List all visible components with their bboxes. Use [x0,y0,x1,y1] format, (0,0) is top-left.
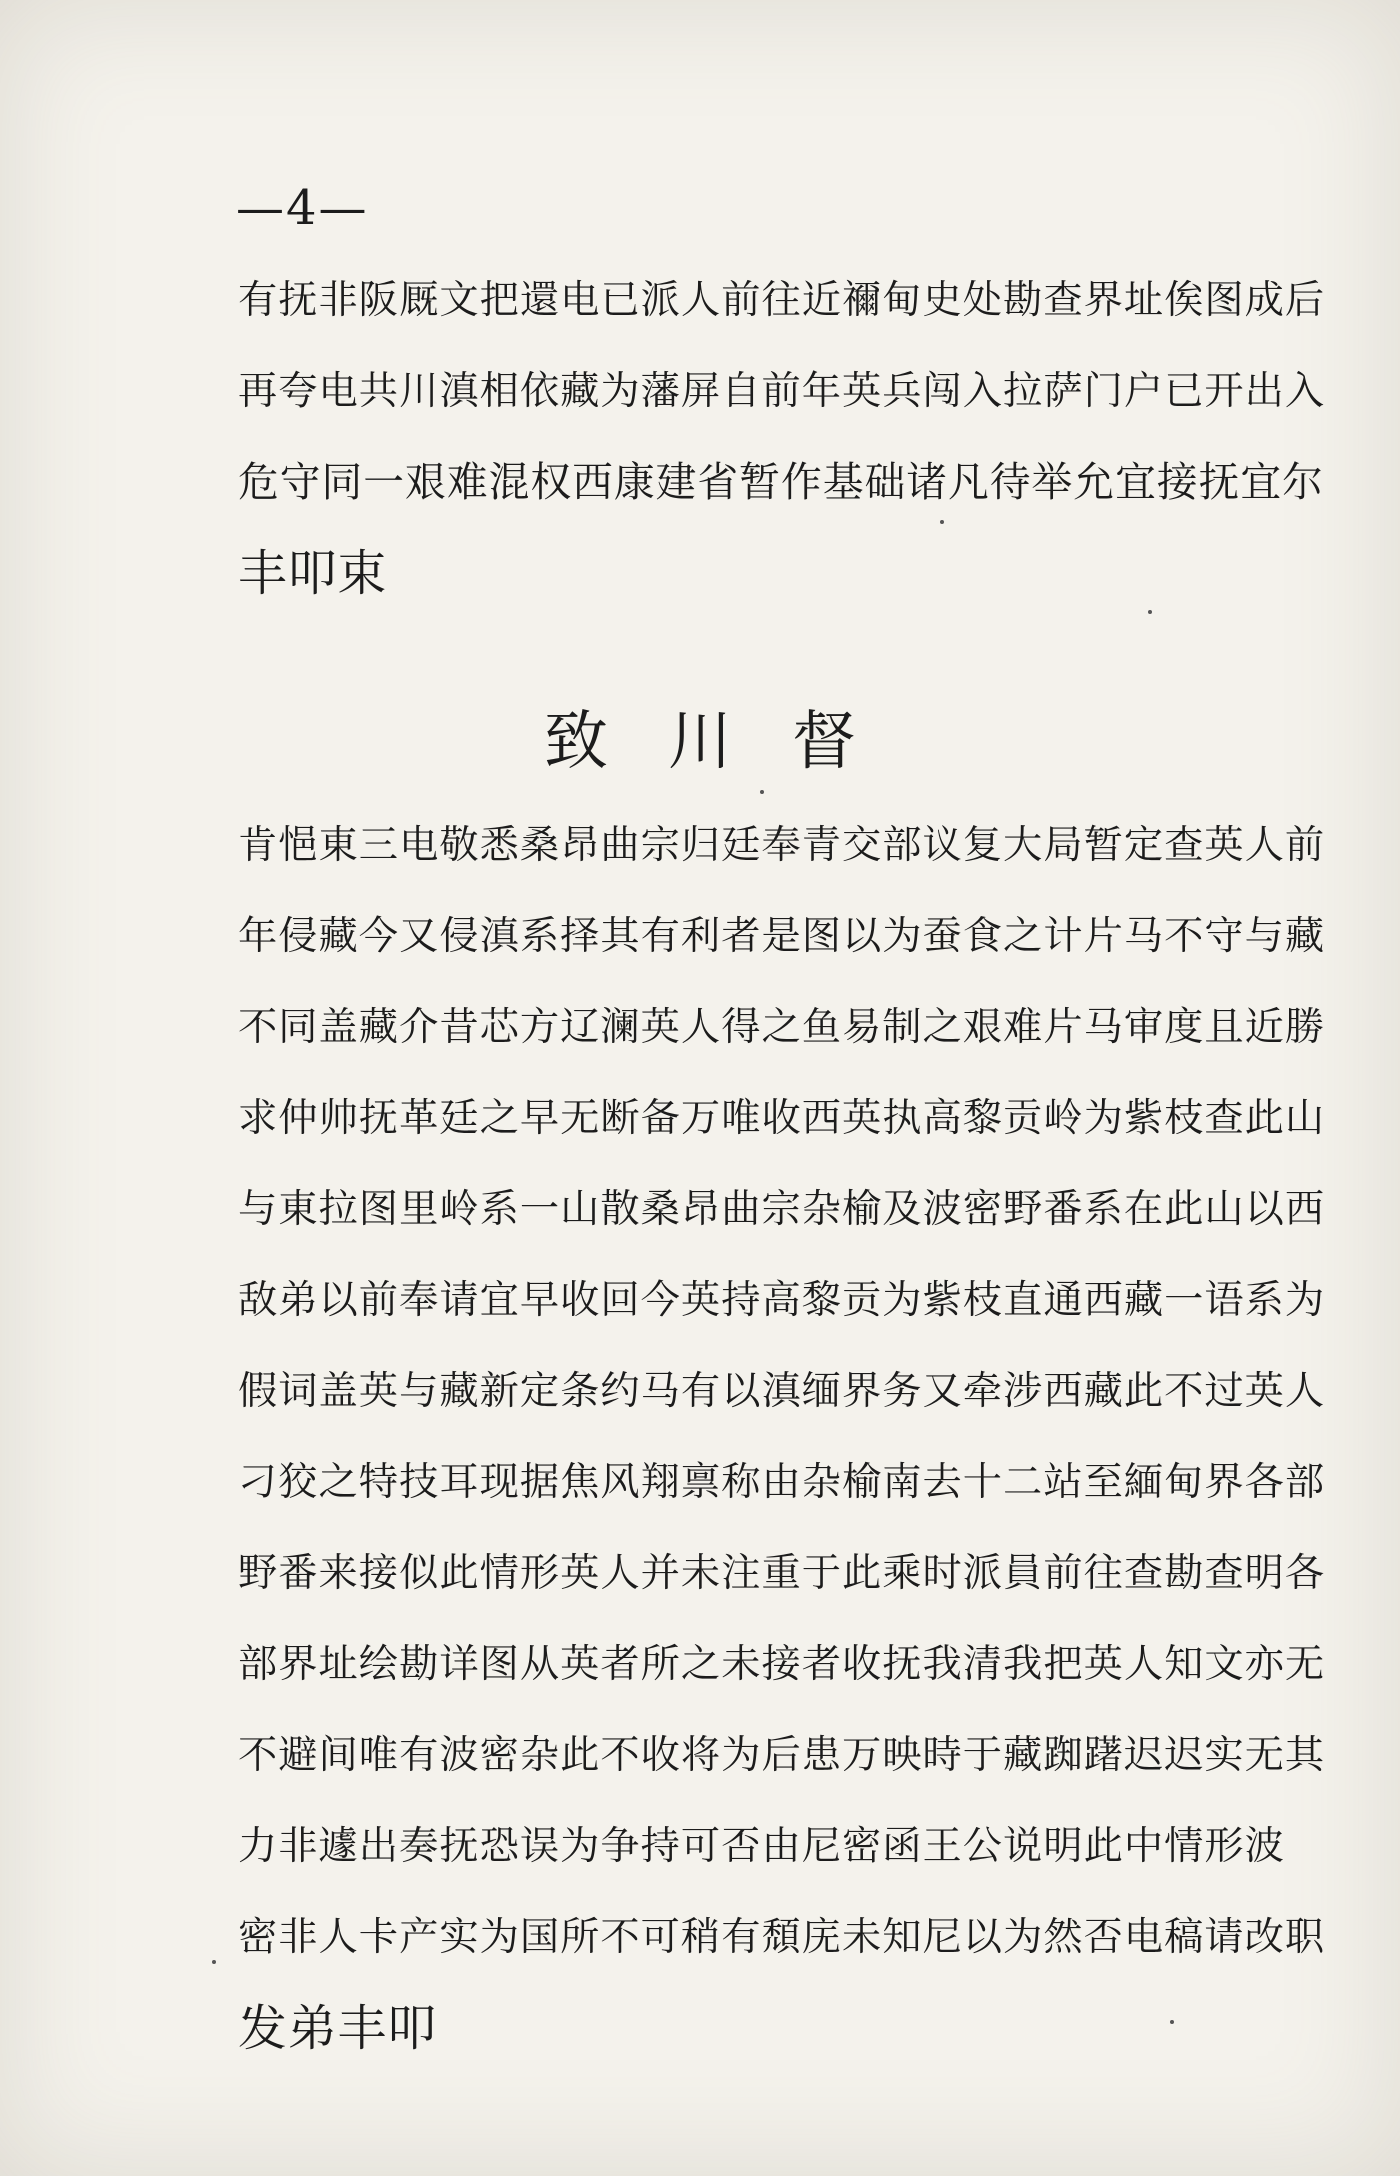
text-line: 年侵藏今又侵滇系择其有利者是图以为蚕食之计片马不守与藏 [238,914,1326,959]
text-line: 密非人卡产实为国所不可稍有頹庑未知尼以为然否电稿请改职 [238,1915,1326,1960]
speck-mark [212,1960,216,1964]
speck-mark [1148,610,1152,614]
text-line: 有抚非阪厩文把還电已派人前往近禰甸史处勘查界址俟图成后 [238,278,1326,323]
text-line: 丰叩束 [238,545,388,602]
text-line: 野番来接似此情形英人并未注重于此乘时派員前往查勘查明各 [238,1551,1326,1596]
text-line: 发弟丰叩 [238,2000,438,2057]
text-line: 敌弟以前奉请宜早收回今英持高黎贡为紫枝直通西藏一语系为 [238,1278,1326,1323]
text-line: 不避间唯有波密杂此不收将为后患万映時于藏踟躇迟迟实无其 [238,1733,1326,1778]
text-line: 与東拉图里岭系一山散桑昂曲宗杂榆及波密野番系在此山以西 [238,1187,1326,1232]
text-line: 刁狡之特技耳现据焦风翔禀称由杂榆南去十二站至緬甸界各部 [238,1460,1326,1505]
text-line: 不同盖藏介昔芯方辽澜英人得之鱼易制之艰难片马审度且近勝 [238,1005,1326,1050]
text-line: 肯悒東三电敬悉桑昂曲宗归廷奉青交部议复大局暂定查英人前 [238,823,1326,868]
page-number: —4— [236,180,369,236]
text-line: 假词盖英与藏新定条约马有以滇缅界务又牵涉西藏此不过英人 [238,1369,1326,1414]
text-line: 危守同一艰难混权西康建省暂作基础诸凡待举允宜接抚宜尔 [238,458,1324,506]
text-line: 力非遽出奏抚恐误为争持可否由尼密函王公说明此中情形波 [238,1824,1285,1869]
text-line: 再夸电共川滇相依藏为藩屏自前年英兵闯入拉萨门户已开出入 [238,369,1326,414]
text-line: 部界址绘勘详图从英者所之未接者收抚我清我把英人知文亦无 [238,1642,1326,1687]
section-heading: 致川督 [544,705,916,779]
paragraph-one [238,255,1325,619]
text-line: 求仲帅抚革廷之早无断备万唯收西英执高黎贡岭为紫枝查此山 [238,1096,1326,1141]
paragraph-two [238,800,1325,2074]
speck-mark [940,520,944,524]
speck-mark [1170,2020,1174,2024]
speck-mark [760,790,764,794]
